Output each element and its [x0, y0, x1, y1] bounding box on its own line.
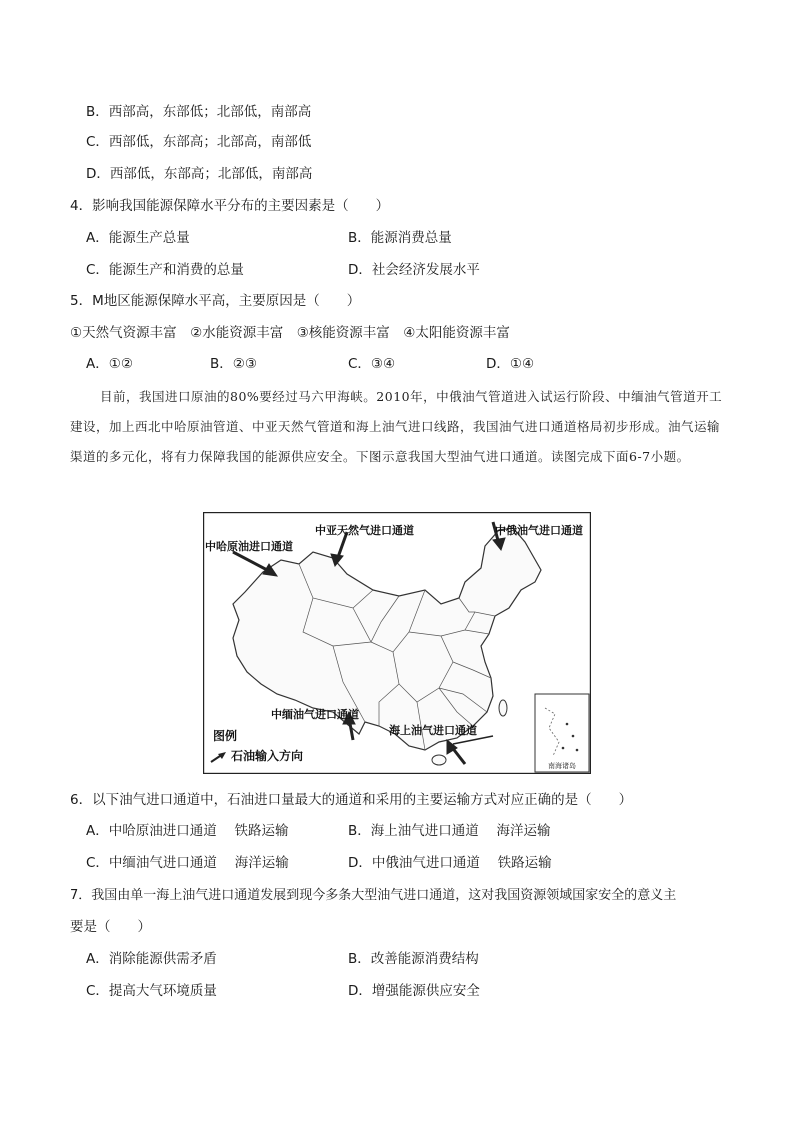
label-sea-route: 海上油气进口通道	[389, 724, 477, 737]
q5-option-a: A．①②	[86, 356, 133, 372]
q6-option-c: C．中缅油气进口通道 海洋运输	[86, 855, 289, 871]
q7-option-c: C．提高大气环境质量	[86, 983, 217, 999]
q5-stem: 5．M地区能源保障水平高，主要原因是（ ）	[70, 293, 361, 309]
label-central-asia-pipeline: 中亚天然气进口通道	[315, 524, 414, 537]
q7-stem-line1: 7．我国由单一海上油气进口通道发展到现今多条大型油气进口通道，这对我国资源领域国家安全的意义主	[70, 888, 677, 903]
legend-title: 图例	[213, 729, 238, 743]
q5-choices: ①天然气资源丰富 ②水能资源丰富 ③核能资源丰富 ④太阳能资源丰富	[70, 325, 510, 341]
reading-passage: 目前，我国进口原油的80%要经过马六甲海峡。2010年，中俄油气管道进入试运行阶段、中缅油气管道开工建设，加上西北中哈原油管道、中亚天然气管道和海上油气进口线路，我国油气进口通道格局初步形成。油气运输渠道的多元化，将有力保障我国的能源供应安全。下图示意我国大型油气进口通道。读图完成下面6-7小题。	[70, 389, 723, 464]
label-russia-pipeline: 中俄油气进口通道	[495, 524, 583, 537]
q3-option-c: C．西部低，东部高；北部高，南部低	[86, 134, 312, 150]
q5-option-d: D．①④	[486, 356, 535, 372]
q4-option-b: B．能源消费总量	[348, 230, 452, 246]
inset-label: 南海诸岛	[548, 762, 576, 770]
q5-option-c: C．③④	[348, 356, 396, 372]
legend-item: 石油输入方向	[231, 749, 304, 763]
oil-gas-import-map	[203, 512, 591, 774]
q6-option-b: B．海上油气进口通道 海洋运输	[348, 823, 551, 839]
q7-option-d: D．增强能源供应安全	[348, 983, 480, 999]
q3-option-b: B．西部高，东部低；北部低，南部高	[86, 104, 312, 120]
q7-stem-line2: 要是（ ）	[70, 919, 151, 935]
q4-option-a: A．能源生产总量	[86, 230, 190, 246]
label-kazakh-pipeline: 中哈原油进口通道	[205, 540, 293, 553]
q4-stem: 4．影响我国能源保障水平分布的主要因素是（ ）	[70, 198, 390, 214]
q6-option-a: A．中哈原油进口通道 铁路运输	[86, 823, 289, 839]
q7-option-b: B．改善能源消费结构	[348, 951, 479, 967]
q6-stem: 6．以下油气进口通道中，石油进口量最大的通道和采用的主要运输方式对应正确的是（ ）	[70, 792, 633, 808]
q7-option-a: A．消除能源供需矛盾	[86, 951, 217, 967]
q4-option-d: D．社会经济发展水平	[348, 262, 480, 278]
q4-option-c: C．能源生产和消费的总量	[86, 262, 244, 278]
q3-option-d: D．西部低，东部高；北部低，南部高	[86, 166, 313, 182]
label-myanmar-pipeline: 中缅油气进口通道	[271, 708, 359, 721]
q6-option-d: D．中俄油气进口通道 铁路运输	[348, 855, 552, 871]
q5-option-b: B．②③	[210, 356, 257, 372]
